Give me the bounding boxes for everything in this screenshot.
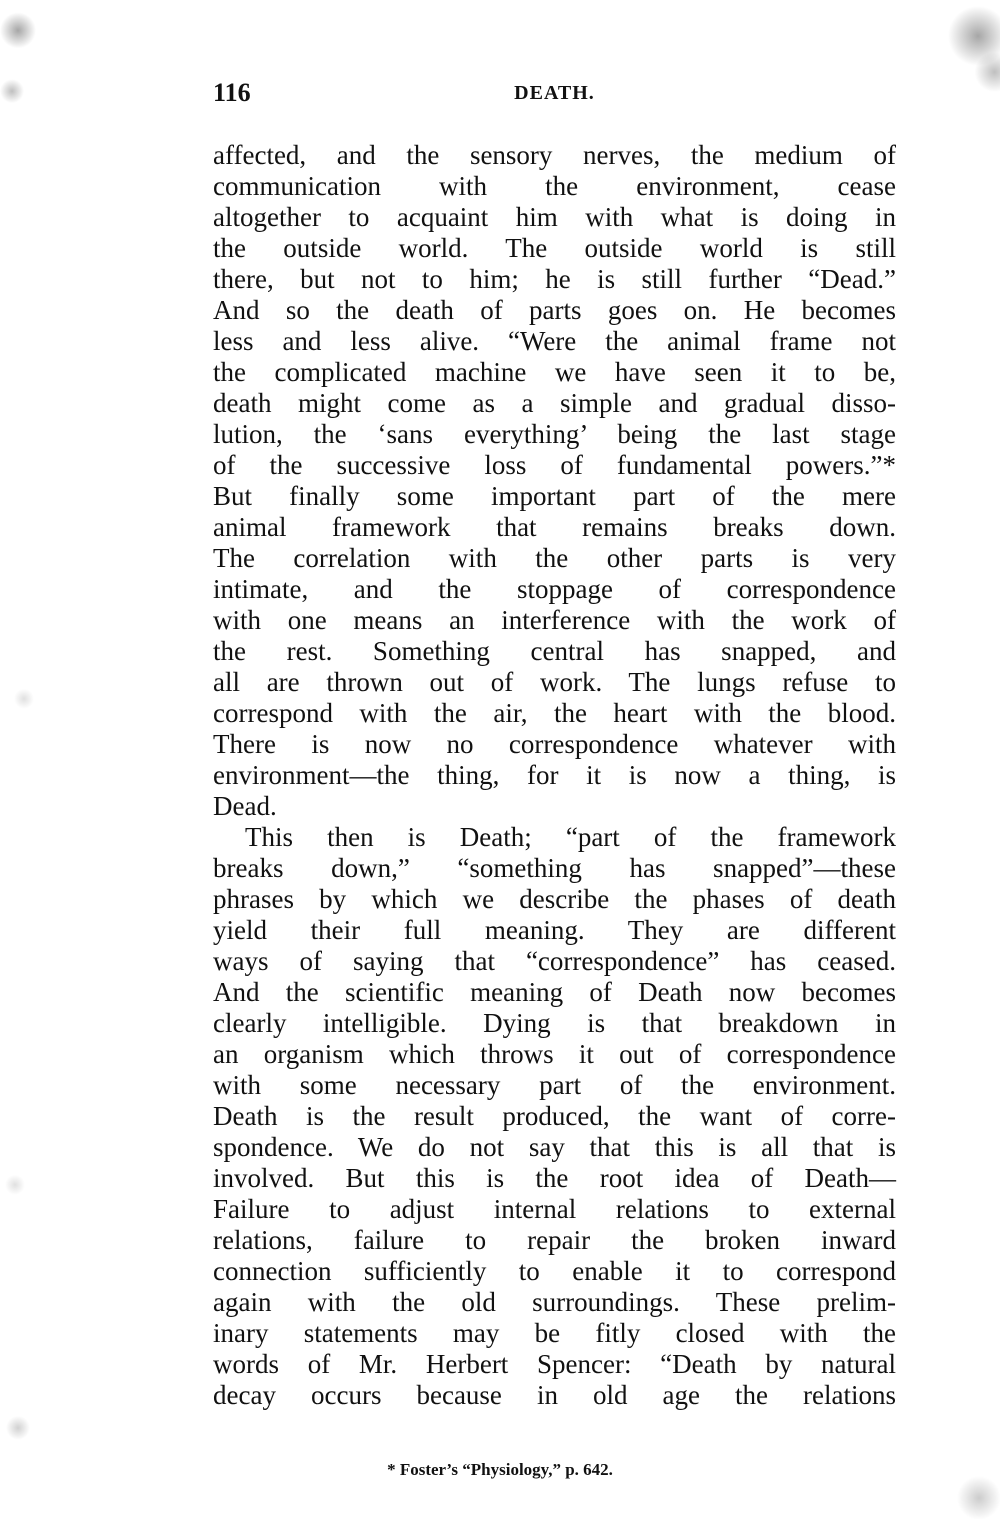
text-line: There is now no correspondence whatever with <box>213 729 896 759</box>
page-edge-speckle-right <box>890 0 1000 120</box>
footnote: * Foster’s “Physiology,” p. 642. <box>387 1460 613 1479</box>
text-line: lution, the ‘sans everything’ being the last stage <box>213 419 896 449</box>
page-edge-speckle-left <box>0 0 60 1519</box>
text-line: altogether to acquaint him with what is doing in <box>213 202 896 232</box>
text-line: clearly intelligible. Dying is that breakdown in <box>213 1008 896 1038</box>
text-line: of the successive loss of fundamental powers.”* <box>213 450 896 480</box>
text-line: affected, and the sensory nerves, the medium of <box>213 140 896 170</box>
text-line: phrases by which we describe the phases of death <box>213 884 896 914</box>
body-text <box>213 140 896 1411</box>
text-line: involved. But this is the root idea of Death— <box>213 1163 896 1193</box>
text-line: less and less alive. “Were the animal frame not <box>213 326 896 356</box>
page-header <box>213 78 896 114</box>
text-line: yield their full meaning. They are different <box>213 915 896 945</box>
text-line: ways of saying that “correspondence” has ceased. <box>213 946 896 976</box>
text-line: intimate, and the stoppage of correspondence <box>213 574 896 604</box>
text-line: the complicated machine we have seen it to be, <box>213 357 896 387</box>
text-line: all are thrown out of work. The lungs refuse to <box>213 667 896 697</box>
text-line: Failure to adjust internal relations to external <box>213 1194 896 1224</box>
text-line: with one means an interference with the work of <box>213 605 896 635</box>
text-line: again with the old surroundings. These prelim- <box>213 1287 896 1317</box>
text-line: correspond with the air, the heart with the blood. <box>213 698 896 728</box>
text-line: But finally some important part of the mere <box>213 481 896 511</box>
text-line: words of Mr. Herbert Spencer: “Death by natural <box>213 1349 896 1379</box>
text-line: Dead. <box>213 791 277 821</box>
text-line: an organism which throws it out of correspondence <box>213 1039 896 1069</box>
text-line: decay occurs because in old age the relations <box>213 1380 896 1410</box>
text-line: the outside world. The outside world is still <box>213 233 896 263</box>
text-line: connection sufficiently to enable it to correspond <box>213 1256 896 1286</box>
text-line: This then is Death; “part of the framework <box>245 822 896 852</box>
text-line: inary statements may be fitly closed with the <box>213 1318 896 1348</box>
text-line: communication with the environment, cease <box>213 171 896 201</box>
text-line: spondence. We do not say that this is all that is <box>213 1132 896 1162</box>
text-line: And so the death of parts goes on. He becomes <box>213 295 896 325</box>
page-number: 116 <box>213 78 251 107</box>
text-line: The correlation with the other parts is very <box>213 543 896 573</box>
text-line: there, but not to him; he is still further “Dead.” <box>213 264 896 294</box>
text-line: environment—the thing, for it is now a thing, is <box>213 760 896 790</box>
text-line: And the scientific meaning of Death now becomes <box>213 977 896 1007</box>
running-head: DEATH. <box>514 82 595 104</box>
text-line: with some necessary part of the environment. <box>213 1070 896 1100</box>
text-line: breaks down,” “something has snapped”—these <box>213 853 896 883</box>
text-line: relations, failure to repair the broken inward <box>213 1225 896 1255</box>
text-line: the rest. Something central has snapped, and <box>213 636 896 666</box>
text-line: Death is the result produced, the want of corre- <box>213 1101 896 1131</box>
text-line: animal framework that remains breaks down. <box>213 512 896 542</box>
text-line: death might come as a simple and gradual disso- <box>213 388 896 418</box>
